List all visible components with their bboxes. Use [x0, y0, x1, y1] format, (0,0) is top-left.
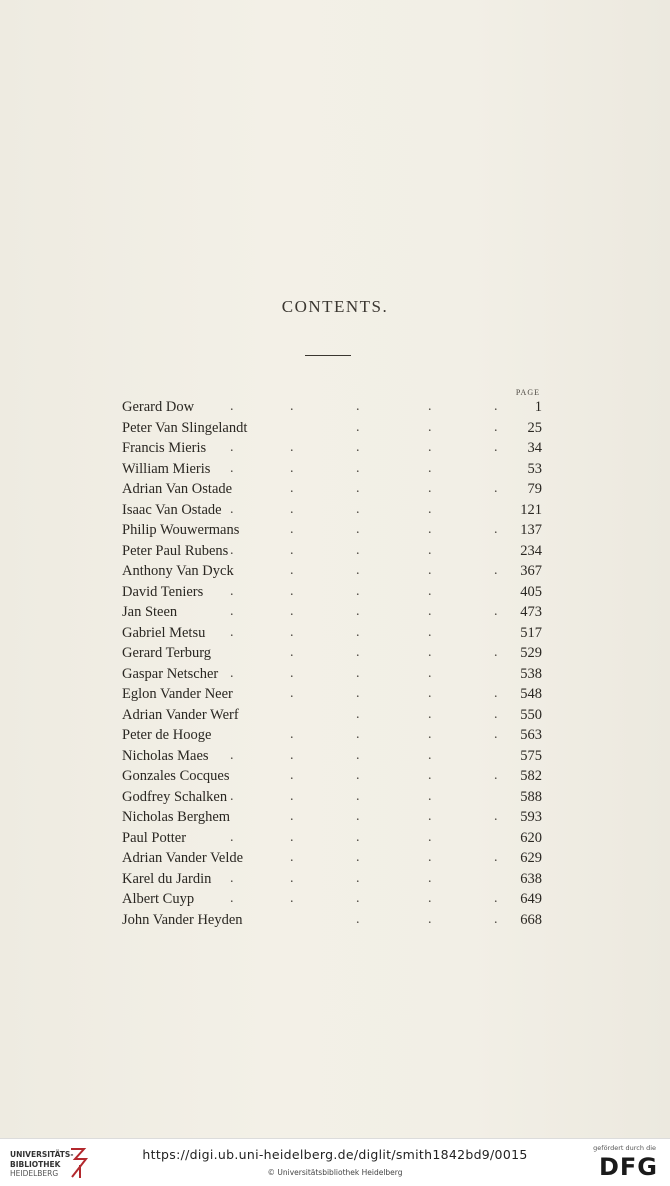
contents-entry [122, 479, 542, 500]
entry-page: 53 [527, 460, 542, 477]
contents-entry [122, 828, 542, 849]
entry-name: John Vander Heyden [122, 911, 243, 928]
entry-page: 34 [527, 440, 542, 456]
permalink-url[interactable]: https://digi.ub.uni-heidelberg.de/diglit/smith1842bd9/0015 [142, 1147, 528, 1162]
leader-dot: . [494, 706, 498, 722]
contents-entry [122, 520, 542, 541]
leader-dot: . [494, 850, 498, 865]
entry-name: Adrian Vander Velde [122, 850, 244, 866]
leader-dot: . [428, 583, 432, 599]
leader-dot: . [494, 686, 498, 701]
leader-dot: . [356, 665, 360, 681]
contents-title: CONTENTS. [281, 297, 389, 316]
leader-dot: . [494, 911, 498, 927]
leader-dot: . [356, 911, 360, 927]
leader-dot: . [230, 501, 234, 517]
leader-dot: . [494, 481, 498, 496]
contents-entry [122, 705, 542, 726]
contents-entry [122, 889, 542, 910]
leader-dot: . [230, 440, 234, 455]
leader-dot: . [356, 604, 360, 619]
leader-dot: . [428, 604, 432, 619]
leader-dot: . [290, 460, 294, 476]
entry-name: Gerard Dow [122, 399, 195, 415]
leader-dot: . [356, 727, 360, 742]
entry-page: 529 [520, 645, 542, 661]
leader-dot: . [428, 481, 432, 496]
entry-name: Albert Cuyp [122, 891, 195, 907]
contents-list [122, 397, 542, 930]
entry-page: 121 [520, 501, 542, 518]
leader-dot: . [230, 399, 234, 414]
leader-dot: . [356, 706, 360, 722]
entry-name: Adrian Van Ostade [122, 481, 233, 497]
entry-page: 629 [520, 850, 542, 866]
leader-dot: . [290, 481, 294, 496]
leader-dot: . [428, 809, 432, 824]
contents-entry [122, 500, 542, 521]
entry-page: 538 [520, 665, 542, 682]
entry-name: Paul Potter [122, 829, 187, 846]
leader-dot: . [356, 747, 360, 763]
entry-page: 588 [520, 788, 542, 805]
leader-dot: . [290, 686, 294, 701]
leader-dot: . [290, 891, 294, 906]
leader-dot: . [290, 399, 294, 414]
entry-page: 473 [520, 604, 542, 620]
leader-dot: . [428, 911, 432, 927]
leader-dot: . [230, 870, 234, 886]
leader-dot: . [290, 501, 294, 517]
contents-entry [122, 787, 542, 808]
leader-dot: . [494, 440, 498, 455]
leader-dot: . [290, 624, 294, 640]
entry-page: 137 [520, 522, 542, 538]
entry-page: 638 [520, 870, 542, 887]
leader-dot: . [428, 399, 432, 414]
leader-dot: . [428, 542, 432, 558]
entry-page: 649 [520, 891, 542, 907]
leader-dot: . [428, 870, 432, 886]
entry-name: Nicholas Maes [122, 747, 209, 764]
leader-dot: . [290, 583, 294, 599]
leader-dot: . [290, 440, 294, 455]
leader-dot: . [356, 583, 360, 599]
leader-dot: . [290, 809, 294, 824]
leader-dot: . [290, 645, 294, 660]
contents-entry [122, 582, 542, 603]
leader-dot: . [290, 747, 294, 763]
page-column-heading: PAGE [515, 388, 540, 397]
leader-dot: . [356, 460, 360, 476]
leader-dot: . [356, 829, 360, 845]
entry-page: 668 [520, 911, 542, 928]
leader-dot: . [290, 850, 294, 865]
leader-dot: . [494, 645, 498, 660]
leader-dot: . [230, 829, 234, 845]
entry-name: Anthony Van Dyck [122, 563, 234, 579]
dfg-logo: DFG [598, 1153, 658, 1181]
leader-dot: . [494, 563, 498, 578]
leader-dot: . [356, 788, 360, 804]
entry-name: Francis Mieris [122, 440, 207, 456]
leader-dot: . [356, 419, 360, 435]
leader-dot: . [356, 399, 360, 414]
leader-dot: . [428, 706, 432, 722]
leader-dot: . [356, 481, 360, 496]
entry-page: 593 [520, 809, 542, 825]
contents-entry [122, 869, 542, 890]
entry-name: Gonzales Cocques [122, 768, 230, 784]
leader-dot: . [356, 522, 360, 537]
contents-entry [122, 541, 542, 562]
leader-dot: . [494, 809, 498, 824]
leader-dot: . [356, 809, 360, 824]
leader-dot: . [230, 665, 234, 681]
leader-dot: . [356, 645, 360, 660]
contents-entry [122, 397, 542, 418]
leader-dot: . [230, 542, 234, 558]
entry-name: Philip Wouwermans [122, 522, 240, 538]
contents-entry [122, 623, 542, 644]
leader-dot: . [290, 870, 294, 886]
leader-dot: . [428, 522, 432, 537]
contents-entry [122, 418, 542, 439]
library-line: UNIVERSITÄTS- [10, 1150, 74, 1159]
leader-dot: . [494, 768, 498, 783]
entry-name: Nicholas Berghem [122, 809, 231, 825]
leader-dot: . [290, 604, 294, 619]
leader-dot: . [290, 788, 294, 804]
entry-name: Gaspar Netscher [122, 665, 219, 682]
entry-name: William Mieris [122, 460, 211, 477]
leader-dot: . [428, 440, 432, 455]
leader-dot: . [494, 399, 498, 414]
leader-dot: . [356, 542, 360, 558]
copyright-notice: © Universitätsbibliothek Heidelberg [267, 1168, 403, 1177]
leader-dot: . [494, 727, 498, 742]
leader-dot: . [428, 665, 432, 681]
entry-page: 563 [520, 727, 542, 743]
leader-dot: . [290, 768, 294, 783]
leader-dot: . [356, 686, 360, 701]
entry-name: Adrian Vander Werf [122, 706, 239, 723]
contents-entry [122, 438, 542, 459]
contents-entry [122, 643, 542, 664]
leader-dot: . [494, 419, 498, 435]
leader-dot: . [230, 604, 234, 619]
leader-dot: . [428, 686, 432, 701]
leader-dot: . [494, 604, 498, 619]
entry-name: Peter Paul Rubens [122, 542, 229, 559]
leader-dot: . [428, 563, 432, 578]
leader-dot: . [356, 440, 360, 455]
entry-name: Godfrey Schalken [122, 788, 228, 805]
entry-page: 548 [520, 686, 542, 702]
leader-dot: . [230, 460, 234, 476]
entry-name: Eglon Vander Neer [122, 686, 233, 702]
entry-name: Isaac Van Ostade [122, 501, 222, 518]
entry-page: 550 [520, 706, 542, 723]
leader-dot: . [356, 850, 360, 865]
contents-entry [122, 910, 542, 931]
contents-entry [122, 561, 542, 582]
leader-dot: . [428, 850, 432, 865]
entry-name: Karel du Jardin [122, 870, 212, 887]
contents-entry [122, 602, 542, 623]
entry-page: 25 [527, 419, 542, 436]
entry-page: 620 [520, 829, 542, 846]
entry-name: Peter de Hooge [122, 727, 212, 743]
viewer-footer [0, 1138, 670, 1186]
contents-entry [122, 807, 542, 828]
leader-dot: . [428, 747, 432, 763]
leader-dot: . [428, 891, 432, 906]
title-rule [305, 355, 351, 356]
leader-dot: . [290, 542, 294, 558]
entry-page: 234 [520, 542, 542, 559]
leader-dot: . [230, 788, 234, 804]
leader-dot: . [428, 419, 432, 435]
leader-dot: . [428, 727, 432, 742]
leader-dot: . [356, 624, 360, 640]
leader-dot: . [290, 563, 294, 578]
entry-page: 582 [520, 768, 542, 784]
leader-dot: . [356, 501, 360, 517]
leader-dot: . [428, 768, 432, 783]
leader-dot: . [290, 665, 294, 681]
leader-dot: . [230, 624, 234, 640]
contents-entry [122, 725, 542, 746]
entry-page: 79 [527, 481, 542, 497]
contents-entry [122, 766, 542, 787]
leader-dot: . [230, 747, 234, 763]
contents-entry [122, 684, 542, 705]
leader-dot: . [428, 501, 432, 517]
leader-dot: . [428, 829, 432, 845]
leader-dot: . [356, 563, 360, 578]
contents-entry [122, 459, 542, 480]
leader-dot: . [290, 727, 294, 742]
entry-page: 405 [520, 583, 542, 600]
entry-name: Peter Van Slingelandt [122, 419, 248, 436]
library-line: BIBLIOTHEK [10, 1159, 61, 1169]
leader-dot: . [428, 624, 432, 640]
entry-page: 517 [520, 624, 542, 641]
leader-dot: . [356, 768, 360, 783]
funding-label: gefördert durch die [593, 1144, 656, 1152]
leader-dot: . [428, 645, 432, 660]
leader-dot: . [494, 891, 498, 906]
library-line: HEIDELBERG [10, 1169, 59, 1178]
entry-page: 575 [520, 747, 542, 764]
leader-dot: . [494, 522, 498, 537]
leader-dot: . [290, 829, 294, 845]
contents-entry [122, 664, 542, 685]
entry-name: Gerard Terburg [122, 645, 212, 661]
leader-dot: . [356, 891, 360, 906]
contents-entry [122, 848, 542, 869]
leader-dot: . [290, 522, 294, 537]
entry-page: 367 [520, 563, 542, 579]
leader-dot: . [428, 788, 432, 804]
leader-dot: . [230, 583, 234, 599]
entry-name: Jan Steen [122, 604, 178, 620]
contents-entry [122, 746, 542, 767]
leader-dot: . [230, 891, 234, 906]
leader-dot: . [356, 870, 360, 886]
entry-name: Gabriel Metsu [122, 624, 206, 641]
entry-page: 1 [534, 399, 542, 415]
entry-name: David Teniers [122, 583, 204, 600]
leader-dot: . [428, 460, 432, 476]
